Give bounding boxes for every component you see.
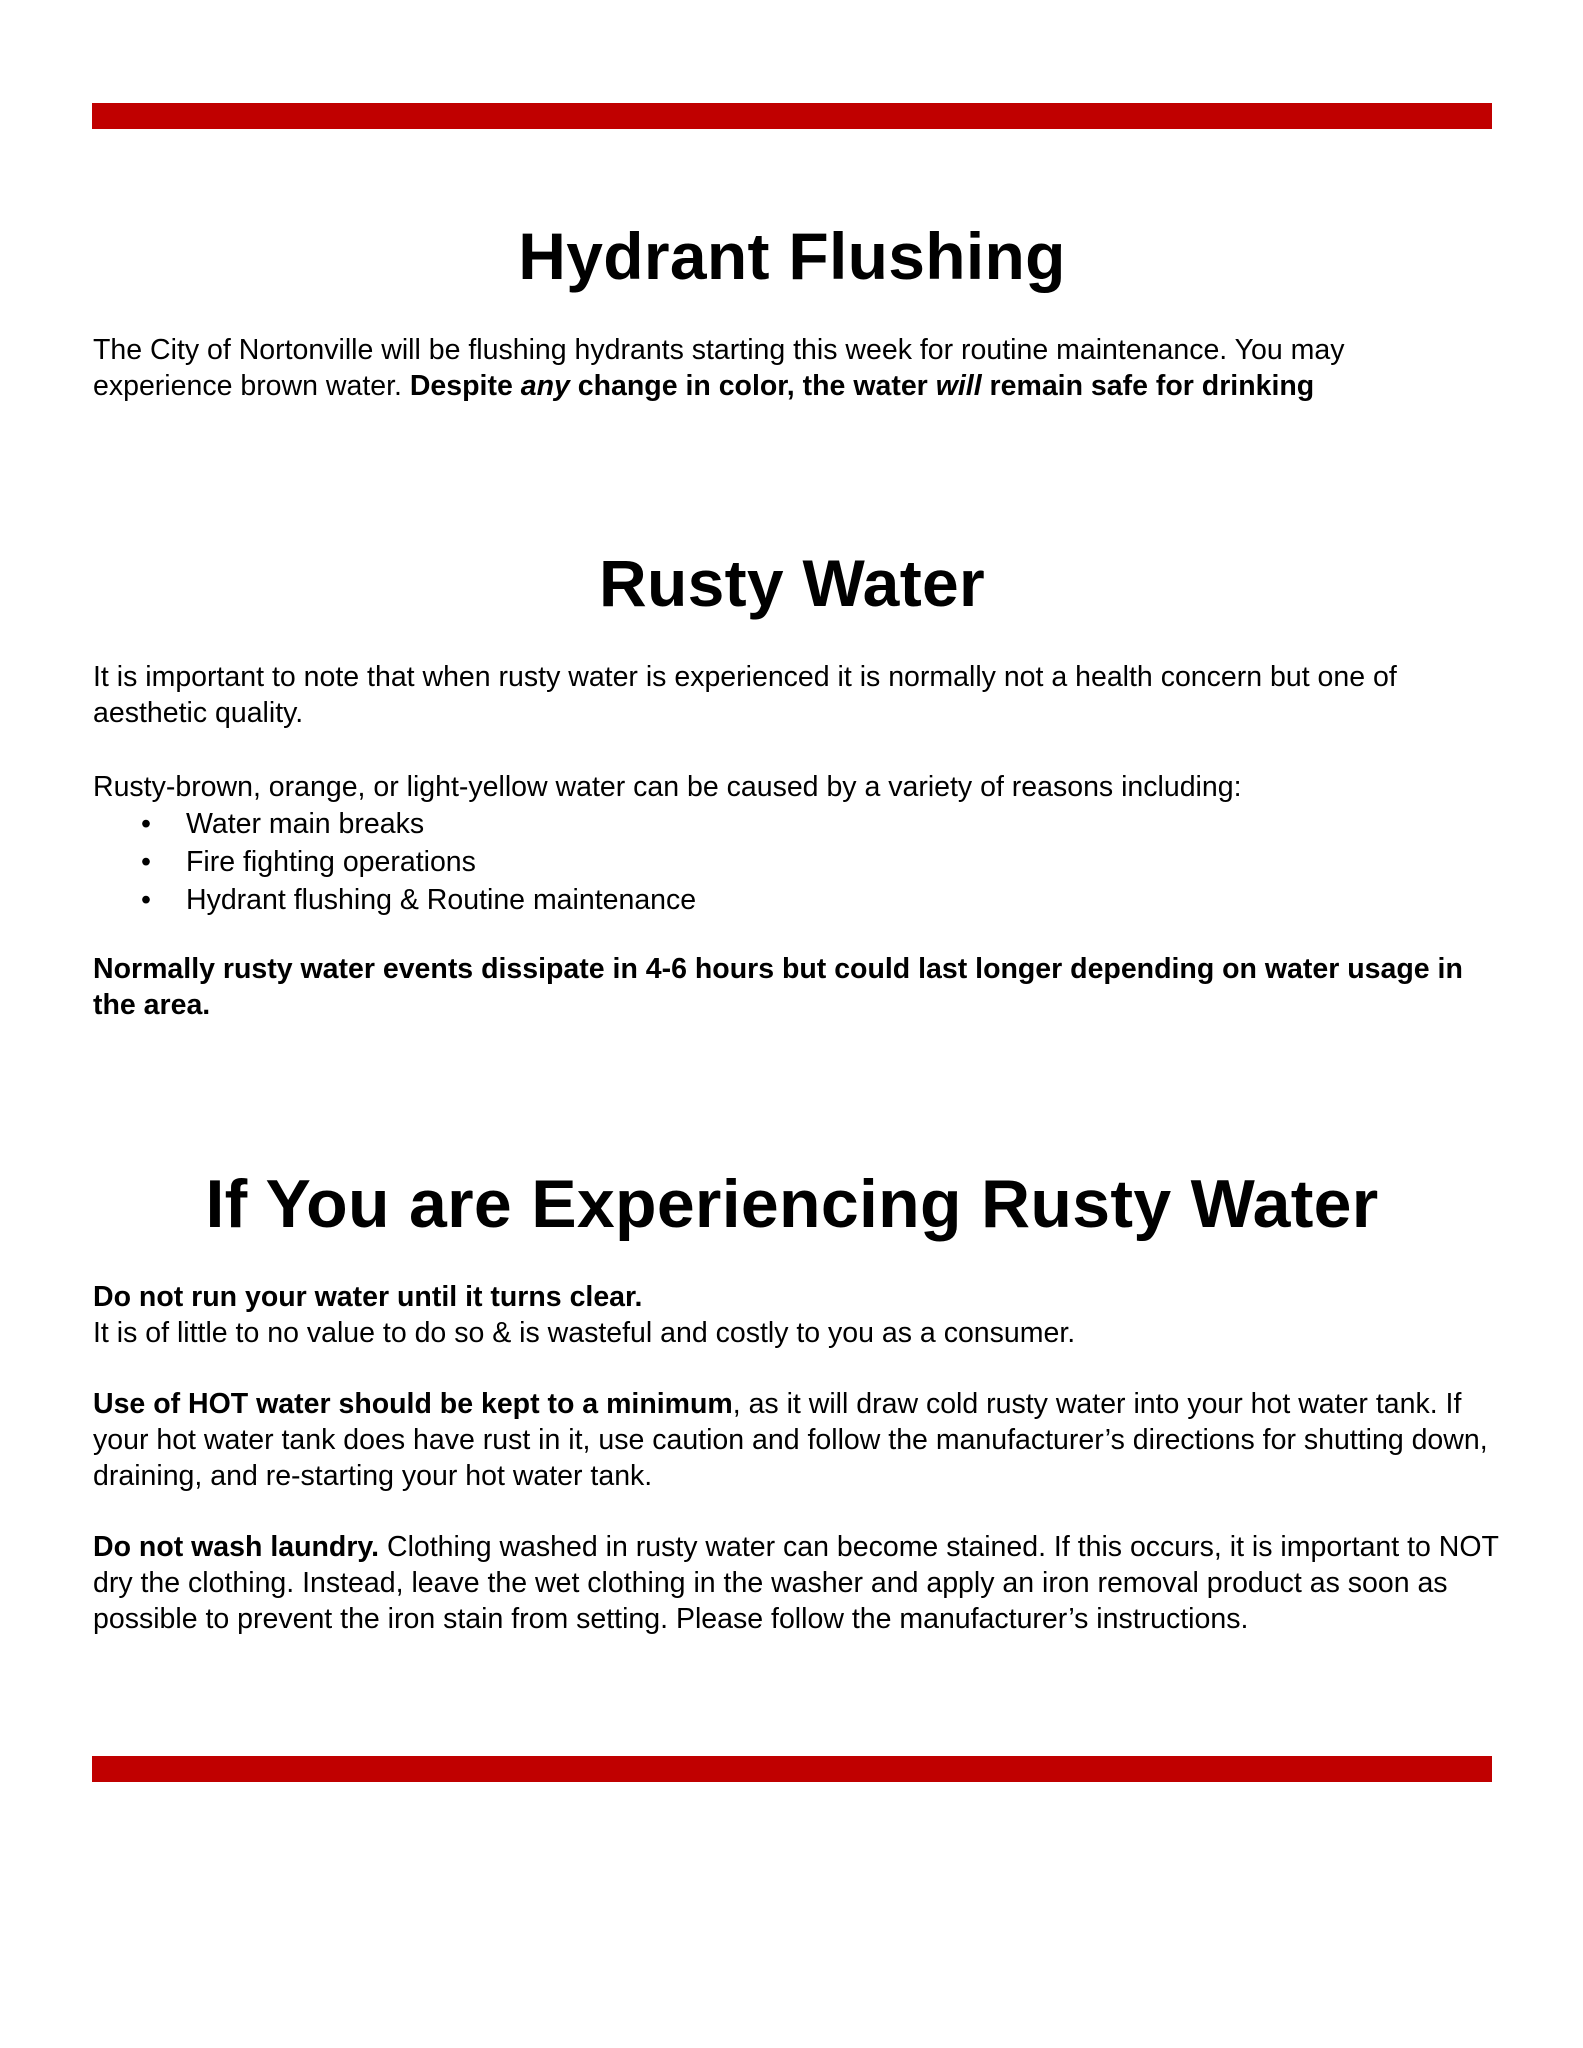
bullet: • — [141, 846, 151, 878]
despite-text: Despite — [409, 370, 521, 402]
will-emphasis: will — [935, 370, 982, 402]
rusty-water-causes — [93, 769, 1503, 919]
change-text: change in color, the water — [569, 370, 936, 402]
any-emphasis: any — [520, 370, 570, 402]
laundry-paragraph — [93, 1529, 1503, 1637]
cause-label: Fire fighting operations — [186, 846, 476, 878]
laundry-text: Clothing washed in rusty water can become stained. If this occurs, it is important to NOT dry the clothing. Instead, leave the wet clothing in the washer and apply an iron removal product as soon as possible to prevent the iron stain from setting. Please follow the manufacturer’s instructions. — [93, 1531, 1499, 1635]
bullet: • — [141, 884, 151, 916]
dont-run-paragraph — [93, 1279, 1503, 1351]
hot-water-lead: Use of HOT water should be kept to a minimum — [93, 1388, 733, 1420]
bottom-red-rule — [92, 1756, 1492, 1782]
dont-run-lead: Do not run your water until it turns clear. — [93, 1281, 643, 1313]
hydrant-flushing-paragraph — [93, 332, 1503, 404]
top-red-rule — [92, 103, 1492, 129]
dissipate-note: Normally rusty water events dissipate in 4-6 hours but could last longer depending on water usage in the area. — [93, 953, 1463, 1021]
list-item — [93, 805, 1503, 843]
cause-label: Hydrant flushing & Routine maintenance — [186, 884, 697, 916]
list-item — [93, 881, 1503, 919]
dont-run-text: It is of little to no value to do so & is wasteful and costly to you as a consumer. — [93, 1317, 1076, 1349]
hot-water-paragraph — [93, 1386, 1503, 1494]
hydrant-flushing-heading: Hydrant Flushing — [518, 219, 1066, 293]
hydrant-line-1: The City of Nortonville will be flushing hydrants starting this week for routine maintenance. You may — [93, 334, 1345, 366]
hydrant-line-2-start: experience brown water. — [93, 370, 410, 402]
hot-water-text: , as it will draw cold rusty water into your hot water tank. If your hot water tank does have rust in it, use caution and follow the manufacturer’s directions for shutting down, draining, and re-starting your hot water tank. — [93, 1388, 1488, 1492]
laundry-lead: Do not wash laundry. — [93, 1531, 380, 1563]
bullet: • — [141, 808, 151, 840]
cause-label: Water main breaks — [186, 808, 425, 840]
causes-lead: Rusty-brown, orange, or light-yellow water can be caused by a variety of reasons including: — [93, 771, 1242, 803]
remain-text: remain safe for drinking — [981, 370, 1315, 402]
rusty-water-heading: Rusty Water — [599, 546, 985, 620]
list-item — [93, 843, 1503, 881]
rusty-water-intro: It is important to note that when rusty water is experienced it is normally not a health concern but one of aesthetic quality. — [93, 661, 1397, 729]
experiencing-heading: If You are Experiencing Rusty Water — [205, 1166, 1379, 1242]
causes-list — [93, 805, 1503, 919]
